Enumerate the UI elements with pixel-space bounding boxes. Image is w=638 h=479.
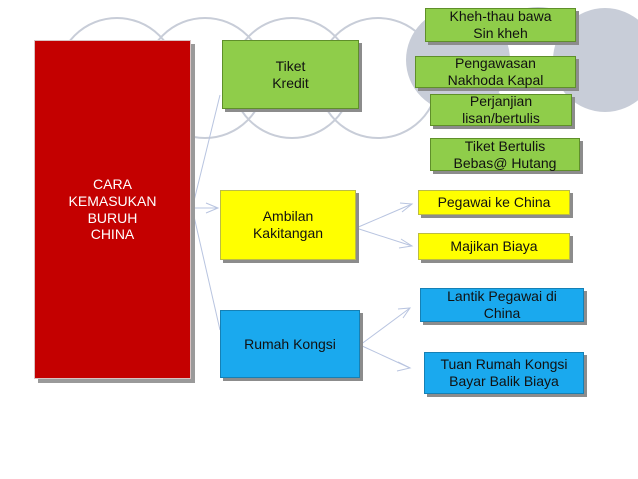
item-pegawai-ke-china: Pegawai ke China [418, 190, 570, 215]
item-majikan-biaya: Majikan Biaya [418, 233, 570, 260]
main-topic-box: CARA KEMASUKAN BURUH CHINA [34, 40, 191, 379]
category-rumah-kongsi: Rumah Kongsi [220, 310, 360, 378]
item-pengawasan-nakhoda-kapal: Pengawasan Nakhoda Kapal [415, 56, 576, 88]
item-tiket-bertulis-bebas-hutang: Tiket Bertulis Bebas@ Hutang [430, 138, 580, 171]
category-tiket-kredit: Tiket Kredit [222, 40, 359, 109]
category-ambilan-kakitangan: Ambilan Kakitangan [220, 190, 356, 260]
item-lantik-pegawai-di-china: Lantik Pegawai di China [420, 288, 584, 322]
item-perjanjian-lisan-bertulis: Perjanjian lisan/bertulis [430, 94, 572, 126]
item-kheh-thau-bawa-sin-kheh: Kheh-thau bawa Sin kheh [425, 8, 576, 42]
item-tuan-rumah-kongsi-bayar-balik-biaya: Tuan Rumah Kongsi Bayar Balik Biaya [424, 352, 584, 394]
